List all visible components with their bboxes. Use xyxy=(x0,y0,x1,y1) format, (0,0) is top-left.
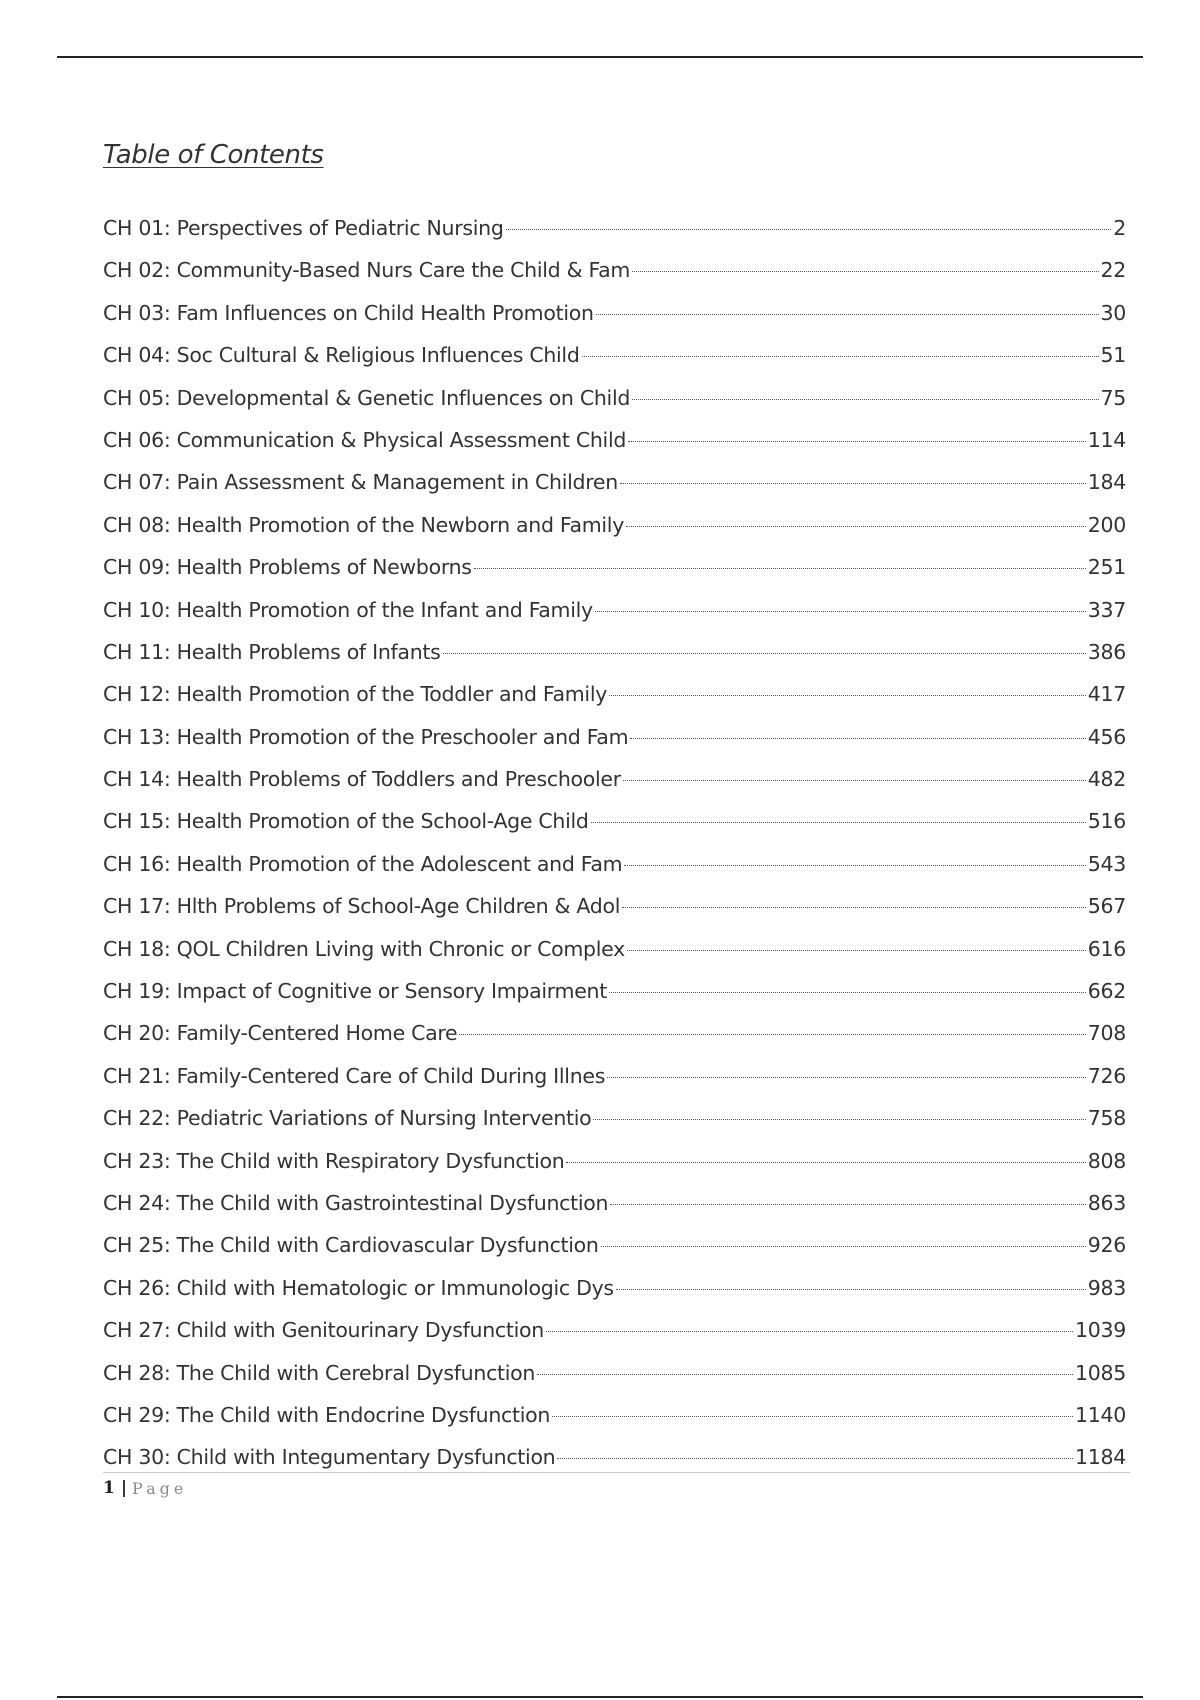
toc-entry-page: 662 xyxy=(1087,979,1126,1004)
footer-rule xyxy=(103,1472,1130,1473)
toc-entry-page: 482 xyxy=(1087,767,1126,792)
dot-leader xyxy=(616,1289,1086,1290)
toc-entry-page: 184 xyxy=(1087,470,1126,495)
toc-entry-title: CH 16: Health Promotion of the Adolescent and Fam xyxy=(103,851,623,876)
toc-entry[interactable] xyxy=(103,1182,1126,1224)
toc-entry-page: 22 xyxy=(1100,258,1126,283)
toc-entry-title: CH 08: Health Promotion of the Newborn and Family xyxy=(103,512,625,537)
dot-leader xyxy=(624,865,1085,866)
toc-entry[interactable] xyxy=(103,970,1126,1012)
toc-entry-page: 758 xyxy=(1087,1106,1126,1131)
toc-entry[interactable] xyxy=(103,716,1126,758)
toc-entry-page: 543 xyxy=(1087,851,1126,876)
dot-leader xyxy=(557,1458,1073,1459)
dot-leader xyxy=(537,1374,1073,1375)
toc-entry[interactable] xyxy=(103,800,1126,842)
toc-entry[interactable] xyxy=(103,1352,1126,1394)
toc-entry[interactable] xyxy=(103,843,1126,885)
toc-entry[interactable] xyxy=(103,1224,1126,1266)
toc-entry-title: CH 04: Soc Cultural & Religious Influences Child xyxy=(103,343,580,368)
dot-leader xyxy=(627,950,1086,951)
dot-leader xyxy=(628,441,1086,442)
toc-entry-page: 616 xyxy=(1087,936,1126,961)
dot-leader xyxy=(609,695,1086,696)
toc-entry[interactable] xyxy=(103,1012,1126,1054)
toc-entry[interactable] xyxy=(103,334,1126,376)
toc-entry-title: CH 02: Community-Based Nurs Care the Child & Fam xyxy=(103,258,631,283)
toc-entry-page: 2 xyxy=(1113,216,1126,240)
dot-leader xyxy=(566,1162,1085,1163)
toc-entry-title: CH 22: Pediatric Variations of Nursing Interventio xyxy=(103,1106,592,1131)
toc-entry[interactable] xyxy=(103,589,1126,631)
toc-entry-title: CH 26: Child with Hematologic or Immunologic Dys xyxy=(103,1275,614,1300)
toc-entry[interactable] xyxy=(103,758,1126,800)
toc-entry-title: CH 05: Developmental & Genetic Influences on Child xyxy=(103,385,631,410)
page-footer xyxy=(103,1478,187,1498)
toc-entry-page: 1085 xyxy=(1075,1360,1126,1385)
toc-entry-page: 1039 xyxy=(1075,1318,1126,1343)
toc-entry-title: CH 18: QOL Children Living with Chronic or Complex xyxy=(103,936,625,961)
toc-entry-page: 417 xyxy=(1087,682,1126,707)
toc-entry-page: 567 xyxy=(1087,894,1126,919)
dot-leader xyxy=(591,822,1086,823)
header-rule xyxy=(57,56,1143,58)
toc-entry-title: CH 19: Impact of Cognitive or Sensory Impairment xyxy=(103,979,607,1004)
toc-list xyxy=(103,207,1126,1479)
footer-page-number: 1 xyxy=(103,1478,115,1498)
toc-entry[interactable] xyxy=(103,1309,1126,1351)
toc-entry-title: CH 27: Child with Genitourinary Dysfunction xyxy=(103,1318,544,1343)
toc-entry[interactable] xyxy=(103,885,1126,927)
toc-entry-title: CH 12: Health Promotion of the Toddler and Family xyxy=(103,682,608,707)
toc-entry[interactable] xyxy=(103,461,1126,503)
toc-entry[interactable] xyxy=(103,928,1126,970)
toc-entry-title: CH 07: Pain Assessment & Management in Children xyxy=(103,470,618,495)
toc-entry-title: CH 30: Child with Integumentary Dysfunction xyxy=(103,1445,556,1470)
dot-leader xyxy=(474,568,1086,569)
toc-entry-page: 114 xyxy=(1087,427,1126,452)
toc-entry-title: CH 15: Health Promotion of the School-Age Child xyxy=(103,809,589,834)
dot-leader xyxy=(601,1246,1086,1247)
dot-leader xyxy=(623,780,1086,781)
toc-entry[interactable] xyxy=(103,1140,1126,1182)
toc-entry[interactable] xyxy=(103,249,1126,291)
toc-entry-page: 983 xyxy=(1087,1275,1126,1300)
dot-leader xyxy=(620,483,1086,484)
toc-entry[interactable] xyxy=(103,631,1126,673)
toc-entry[interactable] xyxy=(103,673,1126,715)
toc-entry-page: 51 xyxy=(1100,343,1126,368)
dot-leader xyxy=(546,1331,1073,1332)
toc-entry[interactable] xyxy=(103,546,1126,588)
toc-entry-page: 1184 xyxy=(1075,1445,1126,1470)
toc-entry[interactable] xyxy=(103,1097,1126,1139)
dot-leader xyxy=(582,356,1099,357)
toc-entry-page: 726 xyxy=(1087,1063,1126,1088)
dot-leader xyxy=(626,526,1086,527)
toc-entry[interactable] xyxy=(103,1055,1126,1097)
toc-entry-page: 337 xyxy=(1087,597,1126,622)
toc-entry-title: CH 20: Family-Centered Home Care xyxy=(103,1021,458,1046)
dot-leader xyxy=(593,1119,1085,1120)
toc-entry-title: CH 21: Family-Centered Care of Child During Illnes xyxy=(103,1063,606,1088)
toc-title: Table of Contents xyxy=(103,140,324,170)
toc-entry-page: 863 xyxy=(1087,1190,1126,1215)
toc-entry-title: CH 28: The Child with Cerebral Dysfunction xyxy=(103,1360,536,1385)
toc-entry-page: 456 xyxy=(1087,724,1126,749)
dot-leader xyxy=(610,1204,1086,1205)
toc-entry[interactable] xyxy=(103,1394,1126,1436)
toc-entry-page: 200 xyxy=(1087,512,1126,537)
toc-entry[interactable] xyxy=(103,377,1126,419)
dot-leader xyxy=(506,229,1112,230)
toc-entry[interactable] xyxy=(103,1267,1126,1309)
dot-leader xyxy=(632,399,1098,400)
toc-entry-title: CH 25: The Child with Cardiovascular Dysfunction xyxy=(103,1233,599,1258)
dot-leader xyxy=(552,1416,1073,1417)
toc-entry-title: CH 06: Communication & Physical Assessment Child xyxy=(103,427,627,452)
dot-leader xyxy=(609,992,1086,993)
toc-entry-page: 808 xyxy=(1087,1148,1126,1173)
toc-entry-title: CH 11: Health Problems of Infants xyxy=(103,639,441,664)
toc-entry-page: 708 xyxy=(1087,1021,1126,1046)
toc-entry-title: CH 10: Health Promotion of the Infant and Family xyxy=(103,597,593,622)
toc-entry-title: CH 23: The Child with Respiratory Dysfunction xyxy=(103,1148,565,1173)
dot-leader xyxy=(443,653,1086,654)
toc-entry-title: CH 14: Health Problems of Toddlers and Preschooler xyxy=(103,767,621,792)
bottom-rule xyxy=(57,1696,1143,1698)
toc-entry-title: CH 09: Health Problems of Newborns xyxy=(103,555,472,580)
dot-leader xyxy=(596,314,1099,315)
toc-entry[interactable] xyxy=(103,207,1126,249)
toc-entry-title: CH 03: Fam Influences on Child Health Promotion xyxy=(103,300,594,325)
toc-entry[interactable] xyxy=(103,419,1126,461)
dot-leader xyxy=(632,271,1098,272)
toc-entry-page: 516 xyxy=(1087,809,1126,834)
toc-entry-page: 75 xyxy=(1100,385,1126,410)
toc-entry-page: 30 xyxy=(1100,300,1126,325)
dot-leader xyxy=(630,738,1086,739)
toc-entry-page: 251 xyxy=(1087,555,1126,580)
toc-entry[interactable] xyxy=(103,504,1126,546)
toc-entry-page: 1140 xyxy=(1075,1402,1126,1427)
toc-entry-title: CH 24: The Child with Gastrointestinal Dysfunction xyxy=(103,1190,609,1215)
toc-entry[interactable] xyxy=(103,292,1126,334)
footer-page-word: Page xyxy=(132,1478,188,1498)
toc-entry-title: CH 17: Hlth Problems of School-Age Children & Adol xyxy=(103,894,621,919)
dot-leader xyxy=(459,1034,1085,1035)
dot-leader xyxy=(622,907,1086,908)
footer-separator: | xyxy=(120,1478,128,1498)
toc-entry-title: CH 13: Health Promotion of the Preschooler and Fam xyxy=(103,724,629,749)
toc-entry-page: 386 xyxy=(1087,639,1126,664)
toc-entry-title: CH 29: The Child with Endocrine Dysfunction xyxy=(103,1402,551,1427)
dot-leader xyxy=(595,611,1086,612)
toc-entry-page: 926 xyxy=(1087,1233,1126,1258)
toc-entry-title: CH 01: Perspectives of Pediatric Nursing xyxy=(103,216,504,240)
dot-leader xyxy=(607,1077,1086,1078)
